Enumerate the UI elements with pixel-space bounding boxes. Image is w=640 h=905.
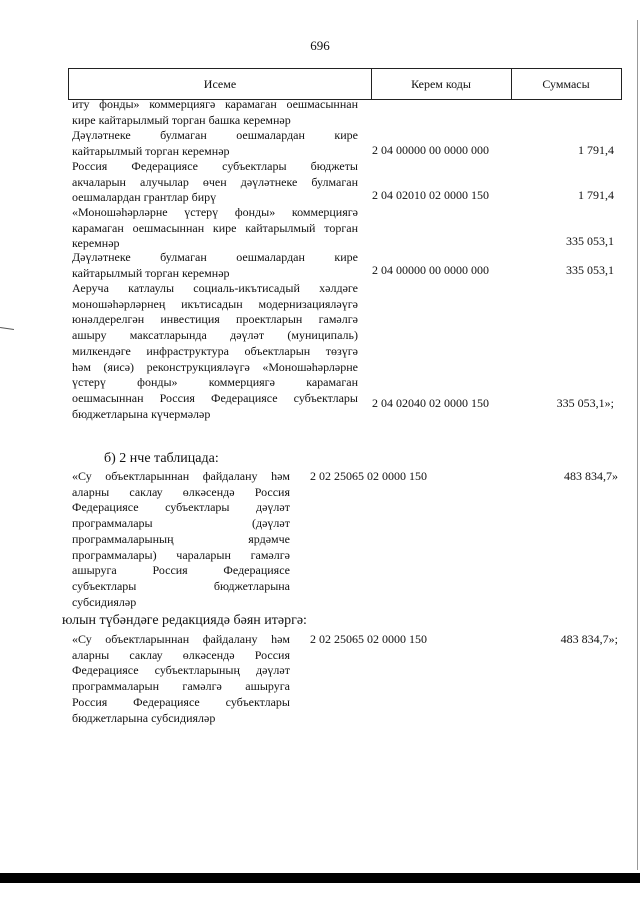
row-name-line: юнәлдерелгән инвестиция проектларын гамәлгә bbox=[72, 312, 358, 327]
row-name-line: бюджетларына субсидияләр bbox=[72, 710, 216, 725]
row-name-line: программалары) чараларын гамәлгә bbox=[72, 547, 290, 562]
row-name bbox=[72, 205, 358, 252]
row-name bbox=[72, 97, 358, 128]
row-name-line: үстерү фонды» коммерциягә карамаган bbox=[72, 375, 358, 390]
row-name-line: Федерациясе субъектларының дәүләт bbox=[72, 663, 290, 678]
row-name-line: субъектлары бюджетларына bbox=[72, 578, 290, 593]
row-sum: 483 834,7» bbox=[564, 469, 618, 483]
row-name-line: моношәһәрләрнең икътисадын модернизацияләүгә bbox=[72, 296, 358, 311]
row-name-line: ашыру максатларында дәүләт (муниципаль) bbox=[72, 328, 358, 343]
row-name-line: Дәүләтнеке булмаган оешмалардан кире bbox=[72, 128, 358, 142]
section-heading: б) 2 нче таблицада: bbox=[104, 451, 219, 466]
section-heading: юлын түбәндәге редакциядә бәян итәргә: bbox=[62, 613, 307, 628]
row-sum: 1 791,4 bbox=[578, 143, 614, 157]
row-sum: 335 053,1 bbox=[566, 234, 614, 248]
row-name-line: Федерациясе субъектлары дәүләт bbox=[72, 500, 290, 515]
row-name-line: программаларының ярдәмче bbox=[72, 531, 290, 546]
scan-mark bbox=[0, 327, 14, 330]
row-code: 2 04 02040 02 0000 150 bbox=[372, 396, 489, 410]
row-sum: 335 053,1 bbox=[566, 263, 614, 277]
row-name bbox=[72, 250, 358, 281]
row-code: 2 04 02010 02 0000 150 bbox=[372, 188, 489, 202]
row-name-line: программалары (дәүләт bbox=[72, 516, 290, 531]
page-number: 696 bbox=[310, 38, 330, 53]
row-name-line: кайтарылмый торган керемнәр bbox=[72, 265, 230, 280]
row-name-line: һәм (яисә) реконструкцияләүгә «Моношәһәрләрне bbox=[72, 359, 358, 374]
row-sum: 335 053,1»; bbox=[556, 396, 614, 410]
row-name-line: кире кайтарылмый торган башка керемнәр bbox=[72, 112, 291, 127]
row-code: 2 04 00000 00 0000 000 bbox=[372, 263, 489, 277]
row-name-line: керемнәр bbox=[72, 236, 120, 251]
row-name-line: милкендәге инфраструктура объектларын төзүгә bbox=[72, 343, 358, 358]
row-name bbox=[72, 281, 358, 422]
column-header-name: Исеме bbox=[69, 69, 372, 99]
row-code: 2 02 25065 02 0000 150 bbox=[310, 469, 427, 483]
row-name-line: «Моношәһәрләрне үстерү фонды» коммерциягә bbox=[72, 205, 358, 219]
row-code: 2 02 25065 02 0000 150 bbox=[310, 632, 427, 646]
row-name-line: Россия Федерациясе субъектлары бюджеты bbox=[72, 159, 358, 173]
row-name-line: акчаларын алучылар өчен дәүләтнеке булмаган bbox=[72, 174, 358, 189]
row-name bbox=[72, 128, 358, 159]
row-name-line: Аеруча катлаулы социаль-икътисадый хәлдәге bbox=[72, 281, 358, 295]
row-name-line: аларны саклау өлкәсендә Россия bbox=[72, 647, 290, 662]
row-name-line: Дәүләтнеке булмаган оешмалардан кире bbox=[72, 250, 358, 264]
row-name-line: карамаган оешмасыннан кире кайтарылмый торган bbox=[72, 220, 358, 235]
row-name-line: иту фонды» коммерциягә карамаган оешмасыннан bbox=[72, 97, 358, 111]
row-name-line: «Су объектларыннан файдалану һәм bbox=[72, 469, 290, 483]
row-name-line: оешмалардан грантлар бирү bbox=[72, 190, 217, 205]
row-name-line: Россия Федерациясе субъектлары bbox=[72, 694, 290, 709]
column-header-sum: Суммасы bbox=[542, 77, 590, 91]
row-name bbox=[72, 469, 290, 610]
row-sum: 1 791,4 bbox=[578, 188, 614, 202]
page-edge bbox=[637, 20, 638, 870]
row-name-line: «Су объектларыннан файдалану һәм bbox=[72, 632, 290, 646]
row-name-line: бюджетларына күчермәләр bbox=[72, 406, 211, 421]
scan-border bbox=[0, 873, 640, 883]
column-header-code: Керем коды bbox=[371, 69, 512, 99]
row-code: 2 04 00000 00 0000 000 bbox=[372, 143, 489, 157]
row-name-line: кайтарылмый торган керемнәр bbox=[72, 143, 230, 158]
row-name-line: программаларын гамәлгә ашыруга bbox=[72, 679, 290, 694]
row-name-line: субсидияләр bbox=[72, 594, 137, 609]
row-name-line: ашыруга Россия Федерациясе bbox=[72, 563, 290, 578]
row-sum: 483 834,7»; bbox=[560, 632, 618, 646]
row-name bbox=[72, 159, 358, 206]
row-name bbox=[72, 632, 290, 726]
row-name-line: аларны саклау өлкәсендә Россия bbox=[72, 484, 290, 499]
row-name-line: оешмасыннан Россия Федерациясе субъектлары bbox=[72, 390, 358, 405]
table-header bbox=[68, 68, 622, 100]
